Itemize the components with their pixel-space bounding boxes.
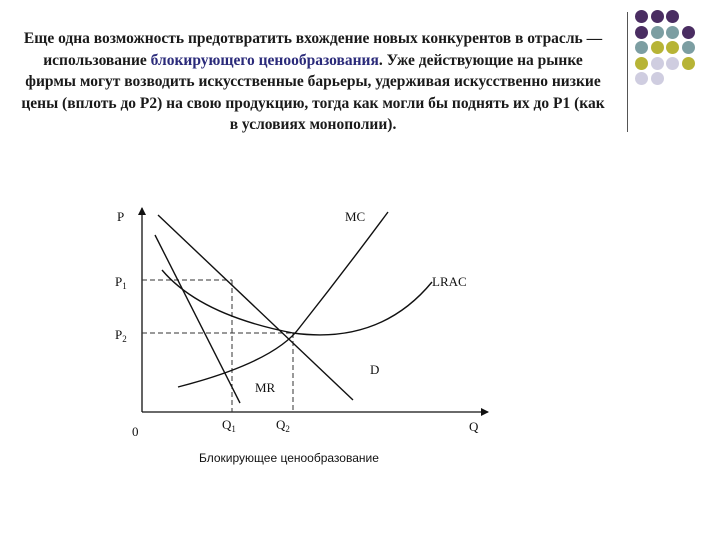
q1-label [222,417,236,434]
lrac-label: LRAC [432,274,467,289]
slide-text-highlight: блокирующего ценообразования [150,51,379,69]
p1-label-sub: 1 [122,281,127,291]
mr-label: MR [255,380,276,395]
p-axis-label: P [117,209,125,224]
p2-label-sub: 2 [122,334,127,344]
q2-label-sub: 2 [285,424,290,434]
slide-text-part1: Еще одна возможность предотвратить вхождение новых конкурентов в отрасль — использование [23,30,603,69]
p1-label-base: P [115,274,123,289]
p2-label-base: P [115,327,123,342]
slide-text-part2: . Уже действующие на рынке фирмы могут возводить искусственные барьеры, удерживая искусственно низкие цены (вплоть до P2) на свою продукцию, тогда как могли бы поднять их до P1 (как в условиях монополии). [21,51,605,133]
q2-label [276,417,290,434]
mc-label: MC [345,209,366,224]
q1-label-sub: 1 [231,424,236,434]
q1-label-base: Q [222,417,232,432]
q2-label-base: Q [276,417,286,432]
q-axis-label: Q [469,419,479,434]
diagram-caption: Блокирующее ценообразование [199,451,379,465]
origin-label: 0 [132,424,139,439]
demand-label: D [370,362,380,377]
demand-line [158,215,353,400]
p2-label [115,327,127,344]
mr-line [155,235,240,403]
p1-label [115,274,127,291]
mc-curve [178,212,388,387]
